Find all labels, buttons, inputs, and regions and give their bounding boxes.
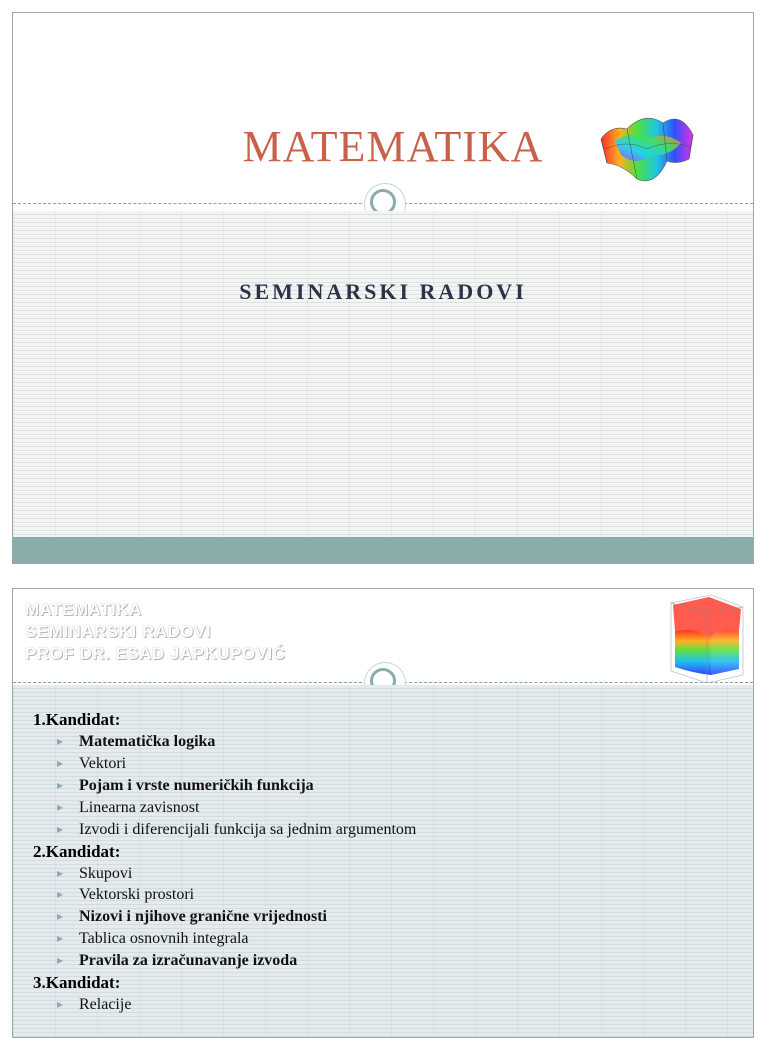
candidate-heading: 3.Kandidat: xyxy=(33,973,121,993)
content-area xyxy=(13,685,753,1037)
heading-line-subject: MATEMATIKA xyxy=(25,600,142,619)
topic-list-item: ▸ Skupovi xyxy=(33,863,416,885)
topic-list-item: ▸ Linearna zavisnost xyxy=(33,797,416,819)
subtitle-area xyxy=(13,211,753,539)
topic-list-item: ▸ Pravila za izračunavanje izvoda xyxy=(33,950,416,972)
heading-line-topic: SEMINARSKI RADOVI xyxy=(25,622,212,641)
topic-list-item: ▸ Matematička logika xyxy=(33,731,416,753)
3d-surface-plot-icon xyxy=(597,105,697,189)
topic-list-item: ▸ Nizovi i njihove granične vrijednosti xyxy=(33,906,416,928)
3d-box-surface-icon xyxy=(667,591,747,683)
topic-list-item: ▸ Tablica osnovnih integrala xyxy=(33,928,416,950)
slide-footer-bar xyxy=(13,537,753,563)
slide-title: MATEMATIKA xyxy=(242,122,544,171)
topic-list-item: ▸ Relacije xyxy=(33,994,416,1016)
topic-list-item: ▸ Pojam i vrste numeričkih funkcija xyxy=(33,775,416,797)
candidate-list xyxy=(33,709,416,1016)
candidate-heading: 2.Kandidat: xyxy=(33,841,121,861)
topic-list-item: ▸ Vektorski prostori xyxy=(33,884,416,906)
heading-line-professor: PROF DR. ESAD JAPKUPOVIĆ xyxy=(25,644,286,663)
slide-heading xyxy=(25,599,285,665)
content-slide xyxy=(12,588,754,1038)
candidate-heading: 1.Kandidat: xyxy=(33,710,121,729)
topic-list-item: ▸ Izvodi i diferencijali funkcija sa jednim argumentom xyxy=(33,819,416,841)
topic-list-item: ▸ Vektori xyxy=(33,753,416,775)
slide-subtitle: SEMINARSKI RADOVI xyxy=(239,279,527,304)
title-slide xyxy=(12,12,754,564)
